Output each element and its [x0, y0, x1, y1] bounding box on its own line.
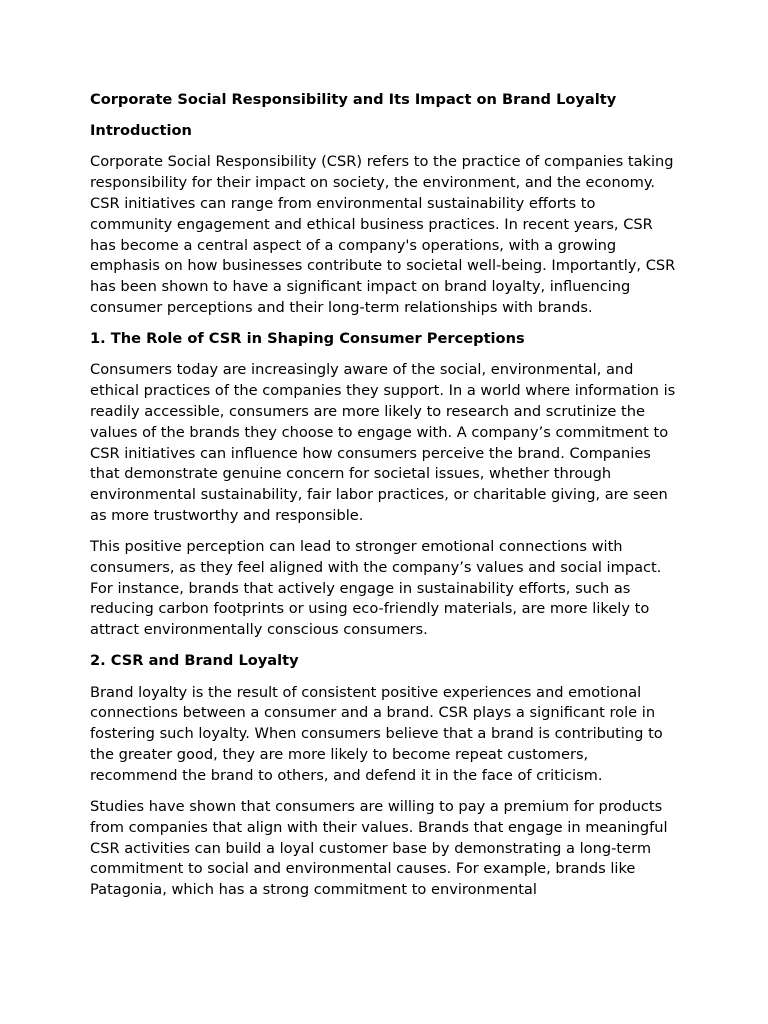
section-heading-role-of-csr: 1. The Role of CSR in Shaping Consumer Perceptions: [90, 330, 525, 348]
role-of-csr-paragraph-1: Consumers today are increasingly aware of the social, environmental, and ethical practices of the companies they support. In a world where information is readily accessible, consumers are more likely to research and scrutinize the values of the brands they choose to engage with. A company’s commitment to CSR initiatives can influence how consumers perceive the brand. Companies that demonstrate genuine concern for societal issues, whether through environmental sustainability, fair labor practices, or charitable giving, are seen as more trustworthy and responsible.: [90, 361, 676, 524]
section-heading-introduction: Introduction: [90, 122, 192, 140]
document-title: Corporate Social Responsibility and Its Impact on Brand Loyalty: [90, 91, 617, 108]
csr-brand-loyalty-paragraph-2: Studies have shown that consumers are willing to pay a premium for products from companies that align with their values. Brands that engage in meaningful CSR activities can build a loyal customer base by demonstrating a long-term commitment to social and environmental causes. For example, brands like Patagonia, which has a strong commitment to environmental: [90, 798, 668, 899]
role-of-csr-paragraph-2: This positive perception can lead to stronger emotional connections with consumers, as they feel aligned with the company’s values and social impact. For instance, brands that actively engage in sustainability efforts, such as reducing carbon footprints or using eco-friendly materials, are more likely to attract environmentally conscious consumers.: [90, 538, 662, 639]
document-body: [90, 90, 680, 901]
introduction-paragraph: Corporate Social Responsibility (CSR) refers to the practice of companies taking responsibility for their impact on society, the environment, and the economy. CSR initiatives can range from environmental sustainability efforts to community engagement and ethical business practices. In recent years, CSR has become a central aspect of a company's operations, with a growing emphasis on how businesses contribute to societal well-being. Importantly, CSR has been shown to have a significant impact on brand loyalty, influencing consumer perceptions and their long-term relationships with brands.: [90, 153, 676, 316]
section-heading-csr-brand-loyalty: 2. CSR and Brand Loyalty: [90, 652, 299, 670]
csr-brand-loyalty-paragraph-1: Brand loyalty is the result of consistent positive experiences and emotional connections between a consumer and a brand. CSR plays a significant role in fostering such loyalty. When consumers believe that a brand is contributing to the greater good, they are more likely to become repeat customers, recommend the brand to others, and defend it in the face of criticism.: [90, 683, 663, 784]
